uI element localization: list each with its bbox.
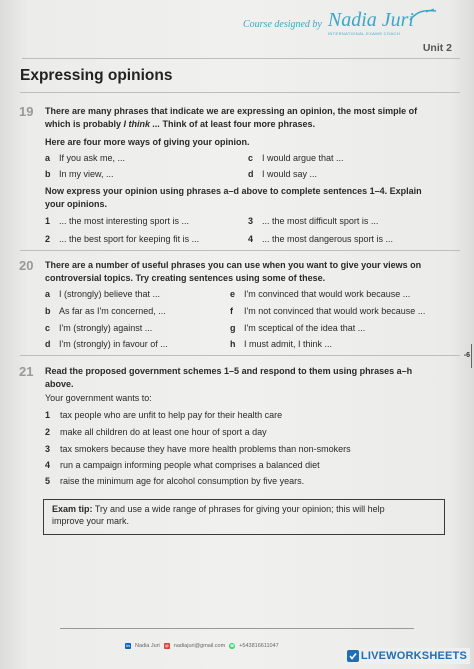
q19-sentence-4	[248, 234, 393, 244]
brand-swoosh-icon	[408, 8, 438, 22]
q19-intro-line1: There are many phrases that indicate we are expressing an opinion, the most simple of	[45, 106, 418, 116]
q19-intro-line2	[45, 118, 452, 131]
q19-divider	[20, 250, 460, 251]
option-key: a	[45, 153, 51, 163]
course-credit: Course designed by	[242, 19, 322, 30]
option-text: I'm not convinced that would work because ...	[244, 306, 426, 316]
option-key: e	[230, 289, 236, 299]
item-text: tax people who are unfit to help pay for their health care	[60, 410, 283, 420]
q21-item-3	[45, 444, 351, 454]
question-number-19: 19	[19, 104, 34, 119]
q19-intro-text: which is probably	[45, 118, 124, 129]
item-key: 1	[45, 410, 51, 420]
q20-option-f	[230, 306, 425, 316]
q19-option-c	[248, 153, 344, 163]
q19-intro-text-end: Think of at least four more phrases.	[160, 118, 316, 129]
whatsapp-icon: ☏	[229, 643, 235, 648]
q19-option-d	[248, 169, 317, 179]
option-text: I'm convinced that would work because ...	[244, 289, 411, 299]
item-text: make all children do at least one hour of sport a day	[60, 427, 267, 437]
item-key: 4	[45, 460, 51, 470]
option-text: If you ask me, ...	[59, 153, 126, 163]
margin-mark: -6	[463, 352, 470, 359]
sentence-key: 1	[45, 216, 51, 226]
q19-now	[45, 185, 452, 210]
sentence-key: 4	[248, 234, 254, 244]
q19-intro-italic: I think ...	[123, 118, 161, 129]
q21-instructions	[45, 365, 452, 390]
q19-now-line2: your opinions.	[45, 198, 107, 209]
q21-item-4	[45, 460, 320, 470]
option-key: h	[230, 339, 236, 349]
q20-instructions	[45, 259, 452, 284]
brand-header	[243, 10, 414, 36]
q20-option-a	[45, 289, 160, 299]
sentence-key: 3	[248, 216, 254, 226]
option-key: c	[45, 323, 51, 333]
q20-intro-line2: controversial topics. Try creating sentences using some of these.	[45, 272, 326, 283]
option-text: I'm (strongly) in favour of ...	[59, 339, 168, 349]
sentence-text: ... the most interesting sport is ...	[59, 216, 190, 226]
q21-government-lead: Your government wants to:	[45, 393, 152, 403]
option-key: d	[45, 339, 51, 349]
q21-item-1	[45, 410, 282, 420]
q20-option-h	[230, 339, 332, 349]
footer-email: nadiajuri@gmail.com	[173, 643, 226, 649]
footer-phone: +543816611047	[239, 643, 279, 649]
option-key: b	[45, 306, 51, 316]
liveworksheets-text: LIVEWORKSHEETS	[360, 650, 467, 662]
item-text: tax smokers because they have more health problems than non-smokers	[60, 444, 351, 454]
brand-subtitle: INTERNATIONAL EXAMS COACH	[327, 31, 401, 36]
header-divider	[22, 58, 460, 59]
q20-intro-line1: There are a number of useful phrases you can use when you want to give your views on	[45, 260, 422, 270]
footer-contacts	[125, 643, 279, 649]
exam-tip-label: Exam tip:	[52, 504, 93, 514]
unit-label: Unit 2	[422, 42, 452, 54]
footer-linkedin: Nadia Juri	[135, 643, 160, 649]
option-text: I'm sceptical of the idea that ...	[244, 323, 366, 333]
q20-option-b	[45, 306, 166, 316]
option-text: I would say ...	[262, 169, 318, 179]
option-key: f	[230, 306, 233, 316]
q19-instructions	[45, 105, 452, 130]
exam-tip-text: Try and use a wide range of phrases for giving your opinion; this will help	[92, 504, 385, 514]
option-text: I'm (strongly) against ...	[59, 323, 153, 333]
option-text: I (strongly) believe that ...	[59, 289, 161, 299]
sentence-text: ... the best sport for keeping fit is ...	[59, 234, 200, 244]
q21-item-5	[45, 476, 304, 486]
q20-divider	[20, 355, 460, 356]
question-number-21: 21	[19, 364, 34, 379]
sentence-key: 2	[45, 234, 51, 244]
liveworksheets-icon	[347, 650, 359, 662]
option-text: In my view, ...	[59, 169, 114, 179]
q20-option-d	[45, 339, 168, 349]
page-title: Expressing opinions	[20, 67, 173, 84]
option-key: c	[248, 153, 254, 163]
q19-here: Here are four more ways of giving your opinion.	[45, 137, 250, 147]
q19-option-a	[45, 153, 125, 163]
email-icon: @	[164, 643, 169, 648]
title-divider	[20, 92, 460, 93]
option-key: b	[45, 169, 51, 179]
sentence-text: ... the most dangerous sport is ...	[262, 234, 394, 244]
q20-option-g	[230, 323, 365, 333]
question-number-20: 20	[19, 258, 34, 273]
q19-now-line1: Now express your opinion using phrases a–d above to complete sentences 1–4. Explain	[45, 186, 422, 196]
q21-intro-line2: above.	[45, 378, 74, 389]
option-text: I would argue that ...	[262, 153, 344, 163]
item-key: 5	[45, 476, 51, 486]
q21-intro-line1: Read the proposed government schemes 1–5 and respond to them using phrases a–h	[45, 366, 413, 376]
q19-sentence-2	[45, 234, 199, 244]
liveworksheets-logo[interactable]	[344, 648, 470, 664]
q19-sentence-1	[45, 216, 189, 226]
exam-tip-text-line2: improve your mark.	[52, 516, 130, 526]
item-text: run a campaign informing people what comprises a balanced diet	[60, 460, 320, 470]
margin-line	[471, 344, 472, 368]
brand-logo	[328, 10, 414, 36]
option-key: a	[45, 289, 51, 299]
item-key: 2	[45, 427, 51, 437]
q19-option-b	[45, 169, 114, 179]
exam-tip-box	[43, 499, 445, 535]
q21-item-2	[45, 427, 267, 437]
option-text: As far as I'm concerned, ...	[59, 306, 166, 316]
option-text: I must admit, I think ...	[244, 339, 333, 349]
linkedin-icon: in	[126, 643, 130, 648]
q19-sentence-3	[248, 216, 378, 226]
q20-option-e	[230, 289, 410, 299]
q20-option-c	[45, 323, 152, 333]
item-text: raise the minimum age for alcohol consumption by five years.	[60, 476, 305, 486]
brand-name: Nadia Juri	[327, 9, 414, 31]
sentence-text: ... the most difficult sport is ...	[262, 216, 379, 226]
option-key: g	[230, 323, 236, 333]
item-key: 3	[45, 444, 51, 454]
option-key: d	[248, 169, 254, 179]
footer-divider	[60, 628, 414, 629]
exam-tip-line1	[52, 503, 436, 515]
